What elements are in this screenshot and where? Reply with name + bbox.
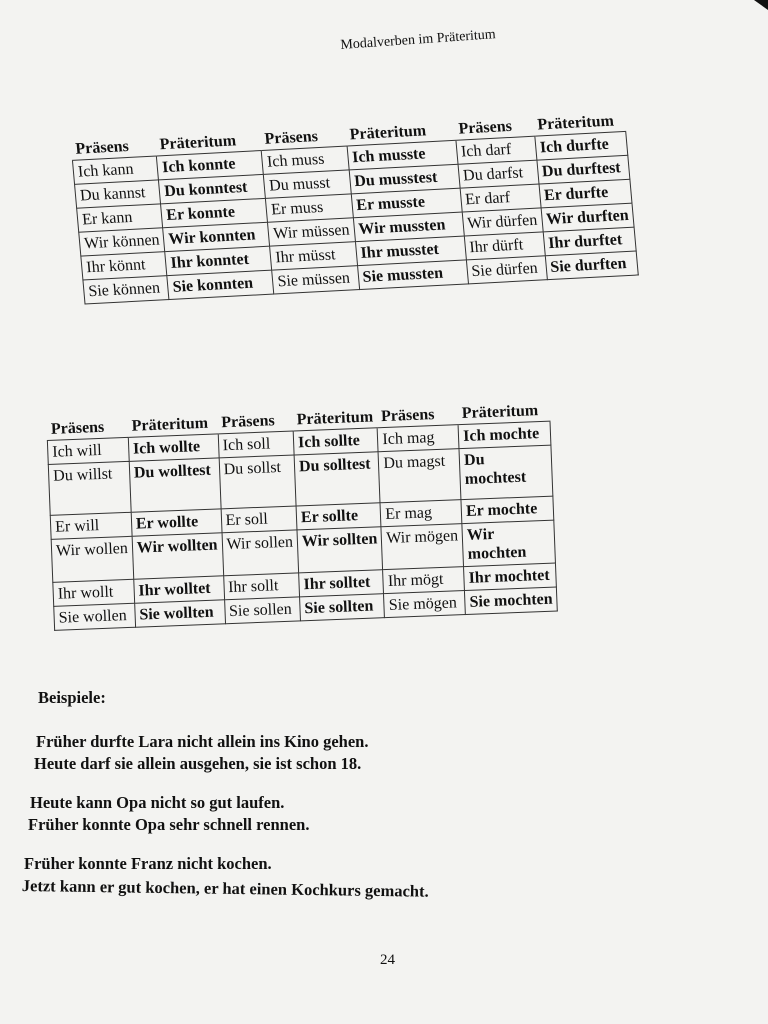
- column-header: Präteritum: [292, 405, 377, 431]
- table-cell: Wir mochten: [462, 520, 556, 567]
- table-cell: Du sollst: [219, 455, 296, 509]
- table-cell: Du darfst: [458, 160, 539, 188]
- table-cell: Wir dürfen: [462, 208, 543, 236]
- table-cell: Du mochtest: [459, 445, 553, 499]
- table-cell: Sie dürfen: [466, 256, 547, 284]
- table-cell: Sie sollen: [224, 597, 300, 624]
- table-cell: Er konnte: [161, 198, 268, 227]
- table-cell: Ihr wolltet: [134, 576, 225, 603]
- table-cell: Er darf: [460, 184, 541, 212]
- table-cell: Ihr solltet: [299, 570, 384, 597]
- table-cell: Ihr sollt: [223, 573, 299, 600]
- example-sentence: Früher konnte Opa sehr schnell rennen.: [28, 815, 310, 834]
- table-cell: Du willst: [48, 461, 131, 515]
- table-cell: Wir wollten: [132, 533, 223, 579]
- page-corner-shadow: [754, 0, 768, 10]
- table-cell: Er durfte: [539, 179, 632, 208]
- table-cell: Sie können: [83, 276, 169, 304]
- table-cell: Ich mochte: [458, 421, 551, 449]
- table-cell: Wir mögen: [381, 524, 463, 570]
- table-cell: Du magst: [378, 449, 461, 503]
- table-cell: Du konntest: [159, 174, 266, 203]
- conjugation-table-2: [46, 399, 558, 631]
- table-cell: Er sollte: [296, 503, 381, 530]
- column-header: Präteritum: [127, 411, 218, 437]
- column-header: Präteritum: [532, 109, 625, 136]
- table-cell: Ihr musstet: [355, 236, 466, 266]
- table-cell: Sie müssen: [272, 266, 359, 294]
- table-cell: Er wollte: [131, 509, 222, 536]
- table-cell: Du kannst: [75, 180, 161, 208]
- table-cell: Sie mochten: [465, 587, 558, 615]
- table-cell: Er muss: [266, 194, 353, 222]
- table-cell: Ich sollte: [293, 428, 378, 455]
- table-cell: Wir mussten: [353, 212, 464, 242]
- table-cell: Wir konnten: [163, 222, 270, 251]
- column-header: Präsens: [260, 124, 347, 151]
- table-cell: Ich darf: [456, 136, 537, 164]
- conjugation-table-1: [70, 109, 639, 305]
- column-header: Präsens: [217, 409, 293, 434]
- table-cell: Wir sollten: [297, 527, 383, 573]
- column-header: Präsens: [377, 402, 459, 428]
- table-cell: Ihr dürft: [464, 232, 545, 260]
- example-sentence: Heute darf sie allein ausgehen, sie ist schon 18.: [34, 754, 362, 773]
- table-cell: Ich durfte: [534, 131, 627, 160]
- table-cell: Du musstest: [349, 164, 460, 194]
- table-cell: Wir können: [79, 228, 165, 256]
- table-cell: Er mochte: [461, 496, 554, 524]
- table-cell: Du durftest: [536, 155, 629, 184]
- table-cell: Sie wollen: [54, 603, 136, 630]
- table-cell: Ihr wollt: [53, 579, 135, 606]
- example-sentence: Jetzt kann er gut kochen, er hat einen Kochkurs gemacht.: [21, 876, 429, 901]
- table-cell: Ihr mögt: [383, 567, 465, 594]
- table-cell: Er soll: [221, 506, 297, 533]
- table-cell: Sie wollten: [134, 600, 225, 627]
- table-cell: Ich konnte: [157, 150, 264, 179]
- column-header: Präteritum: [155, 128, 262, 156]
- table-cell: Sie durften: [545, 251, 638, 280]
- table-cell: Ihr durftet: [543, 227, 636, 256]
- table-cell: Wir durften: [541, 203, 634, 232]
- table-cell: Du wolltest: [129, 458, 221, 512]
- table-cell: Er kann: [77, 204, 163, 232]
- page-title: Modalverben im Präteritum: [340, 27, 497, 53]
- table-cell: Er will: [50, 512, 132, 539]
- table-cell: Sie sollten: [300, 594, 385, 621]
- table-cell: Du solltest: [294, 452, 380, 506]
- column-header: Präsens: [454, 114, 535, 141]
- column-header: Präsens: [46, 415, 128, 441]
- table-cell: Ich musste: [347, 140, 458, 170]
- table-cell: Er musste: [351, 188, 462, 218]
- table-cell: Ihr konntet: [165, 246, 272, 275]
- example-sentence: Früher konnte Franz nicht kochen.: [24, 854, 272, 873]
- table-cell: Ich muss: [262, 146, 349, 174]
- table-cell: Sie mögen: [384, 591, 466, 618]
- table-cell: Ich mag: [378, 425, 460, 452]
- table-cell: Ich wollte: [128, 434, 219, 461]
- table-cell: Du musst: [264, 170, 351, 198]
- page-number: 24: [380, 952, 395, 968]
- column-header: Präteritum: [345, 118, 456, 146]
- column-header: Präsens: [70, 134, 156, 161]
- example-sentence: Früher durfte Lara nicht allein ins Kino gehen.: [36, 732, 369, 751]
- table-cell: Wir müssen: [268, 218, 355, 246]
- table-cell: Sie konnten: [167, 270, 274, 299]
- table-cell: Ihr müsst: [270, 242, 357, 270]
- column-header: Präteritum: [457, 399, 550, 425]
- table-cell: Wir sollen: [222, 530, 299, 576]
- table-cell: Er mag: [380, 500, 462, 527]
- table-cell: Ihr könnt: [81, 252, 167, 280]
- table-cell: Ich kann: [72, 156, 158, 184]
- example-sentence: Heute kann Opa nicht so gut laufen.: [30, 793, 285, 812]
- table-cell: Wir wollen: [51, 536, 133, 582]
- table-cell: Ich will: [47, 437, 129, 464]
- table-cell: Sie mussten: [357, 260, 468, 290]
- table-cell: Ihr mochtet: [464, 563, 557, 591]
- examples-heading: Beispiele:: [38, 688, 106, 707]
- table-cell: Ich soll: [218, 431, 294, 458]
